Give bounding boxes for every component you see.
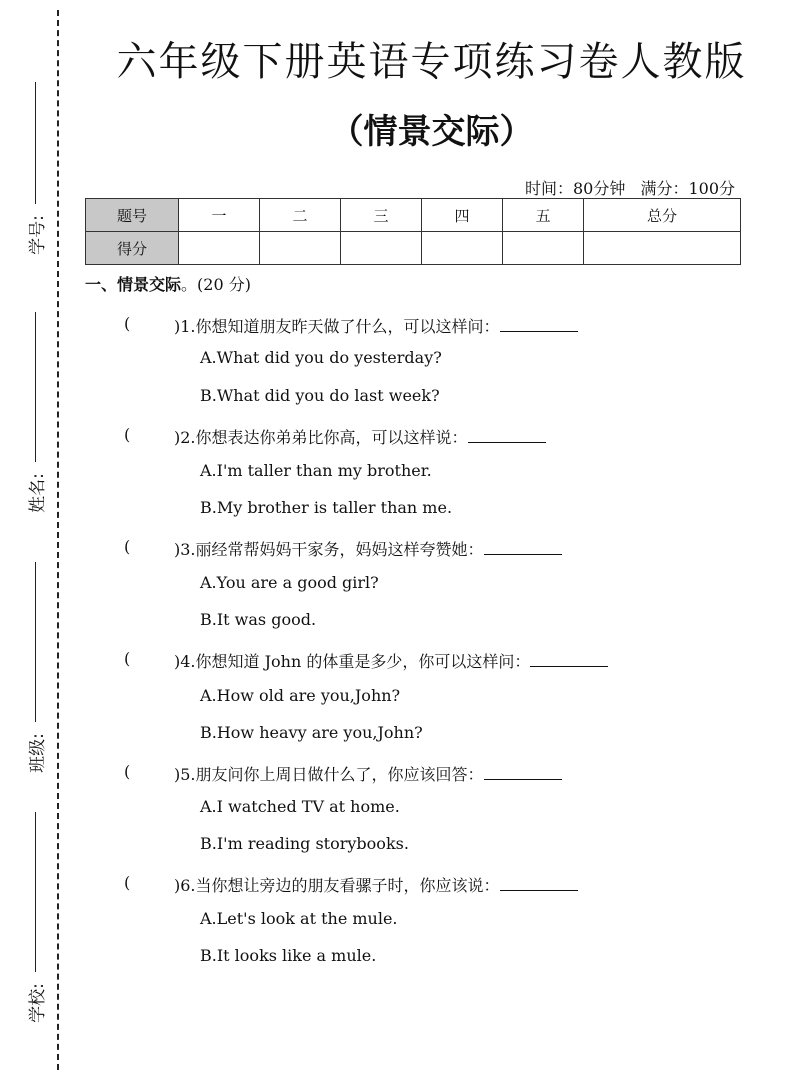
answer-blank[interactable]	[530, 652, 608, 667]
answer-blank[interactable]	[500, 317, 578, 332]
score-table-column: 三	[341, 199, 422, 232]
exam-full-score: 满分：100分	[640, 179, 735, 198]
score-table-column: 总分	[584, 199, 741, 232]
score-cell[interactable]	[503, 232, 584, 265]
question-6	[174, 873, 578, 896]
option-b: B.I'm reading storybooks.	[200, 834, 409, 853]
student-id-label: 学号:	[27, 215, 48, 255]
answer-paren[interactable]: (	[124, 537, 131, 556]
section-points: 。(20 分)	[181, 275, 251, 294]
score-table-column: 五	[503, 199, 584, 232]
school-label: 学校:	[27, 983, 48, 1023]
score-cell[interactable]	[179, 232, 260, 265]
answer-blank[interactable]	[500, 876, 578, 891]
score-table-column: 四	[422, 199, 503, 232]
option-a: A.Let's look at the mule.	[200, 909, 398, 928]
answer-paren[interactable]: (	[124, 425, 131, 444]
score-cell[interactable]	[341, 232, 422, 265]
exam-time: 时间：80分钟	[524, 179, 626, 198]
section-heading	[85, 272, 251, 295]
score-table-column: 一	[179, 199, 260, 232]
option-a: A.I watched TV at home.	[200, 797, 400, 816]
exam-meta	[525, 176, 735, 199]
answer-blank[interactable]	[484, 540, 562, 555]
answer-paren[interactable]: (	[124, 873, 131, 892]
score-cell[interactable]	[260, 232, 341, 265]
student-name-field	[20, 312, 50, 518]
option-b: B.It looks like a mule.	[200, 946, 377, 965]
question-text: )6.当你想让旁边的朋友看骡子时，你应该说：	[174, 876, 500, 895]
student-name-label: 姓名:	[27, 473, 48, 513]
score-cell[interactable]	[422, 232, 503, 265]
section-title: 一、情景交际	[85, 275, 182, 294]
score-table-row-label: 得分	[86, 232, 179, 265]
answer-blank[interactable]	[484, 765, 562, 780]
question-text: )5.朋友问你上周日做什么了，你应该回答：	[174, 765, 484, 784]
answer-paren[interactable]: (	[124, 649, 131, 668]
option-a: A.You are a good girl?	[200, 573, 379, 592]
question-text: )4.你想知道 John 的体重是多少，你可以这样问：	[174, 652, 531, 671]
answer-paren[interactable]: (	[124, 762, 131, 781]
question-text: )3.丽经常帮妈妈干家务，妈妈这样夸赞她：	[174, 540, 484, 559]
question-4	[174, 649, 608, 672]
class-field	[20, 562, 50, 778]
question-text: )2.你想表达你弟弟比你高，可以这样说：	[174, 428, 468, 447]
binding-dashed-line	[57, 10, 59, 1070]
question-3	[174, 537, 562, 560]
school-line[interactable]	[35, 812, 36, 972]
score-cell[interactable]	[584, 232, 741, 265]
question-5	[174, 762, 562, 785]
score-table-score-row	[86, 232, 741, 265]
student-id-field	[20, 82, 50, 260]
student-id-line[interactable]	[35, 82, 36, 204]
class-label: 班级:	[27, 733, 48, 773]
option-a: A.I'm taller than my brother.	[200, 461, 432, 480]
option-b: B.It was good.	[200, 610, 317, 629]
question-2	[174, 425, 546, 448]
student-name-line[interactable]	[35, 312, 36, 462]
score-table-column: 二	[260, 199, 341, 232]
score-table-header-label: 题号	[86, 199, 179, 232]
score-table-header-row	[86, 199, 741, 232]
question-1	[174, 314, 578, 337]
score-table	[85, 198, 741, 265]
answer-blank[interactable]	[468, 428, 546, 443]
answer-paren[interactable]: (	[124, 314, 131, 333]
question-text: )1.你想知道朋友昨天做了什么，可以这样问：	[174, 317, 500, 336]
option-b: B.How heavy are you,John?	[200, 723, 423, 742]
option-b: B.What did you do last week?	[200, 386, 440, 405]
option-b: B.My brother is taller than me.	[200, 498, 453, 517]
option-a: A.What did you do yesterday?	[200, 348, 442, 367]
class-line[interactable]	[35, 562, 36, 722]
school-field	[20, 812, 50, 1028]
page-subtitle: （情景交际）	[329, 112, 534, 152]
page-title: 六年级下册英语专项练习卷人教版	[116, 39, 747, 85]
option-a: A.How old are you,John?	[200, 686, 401, 705]
